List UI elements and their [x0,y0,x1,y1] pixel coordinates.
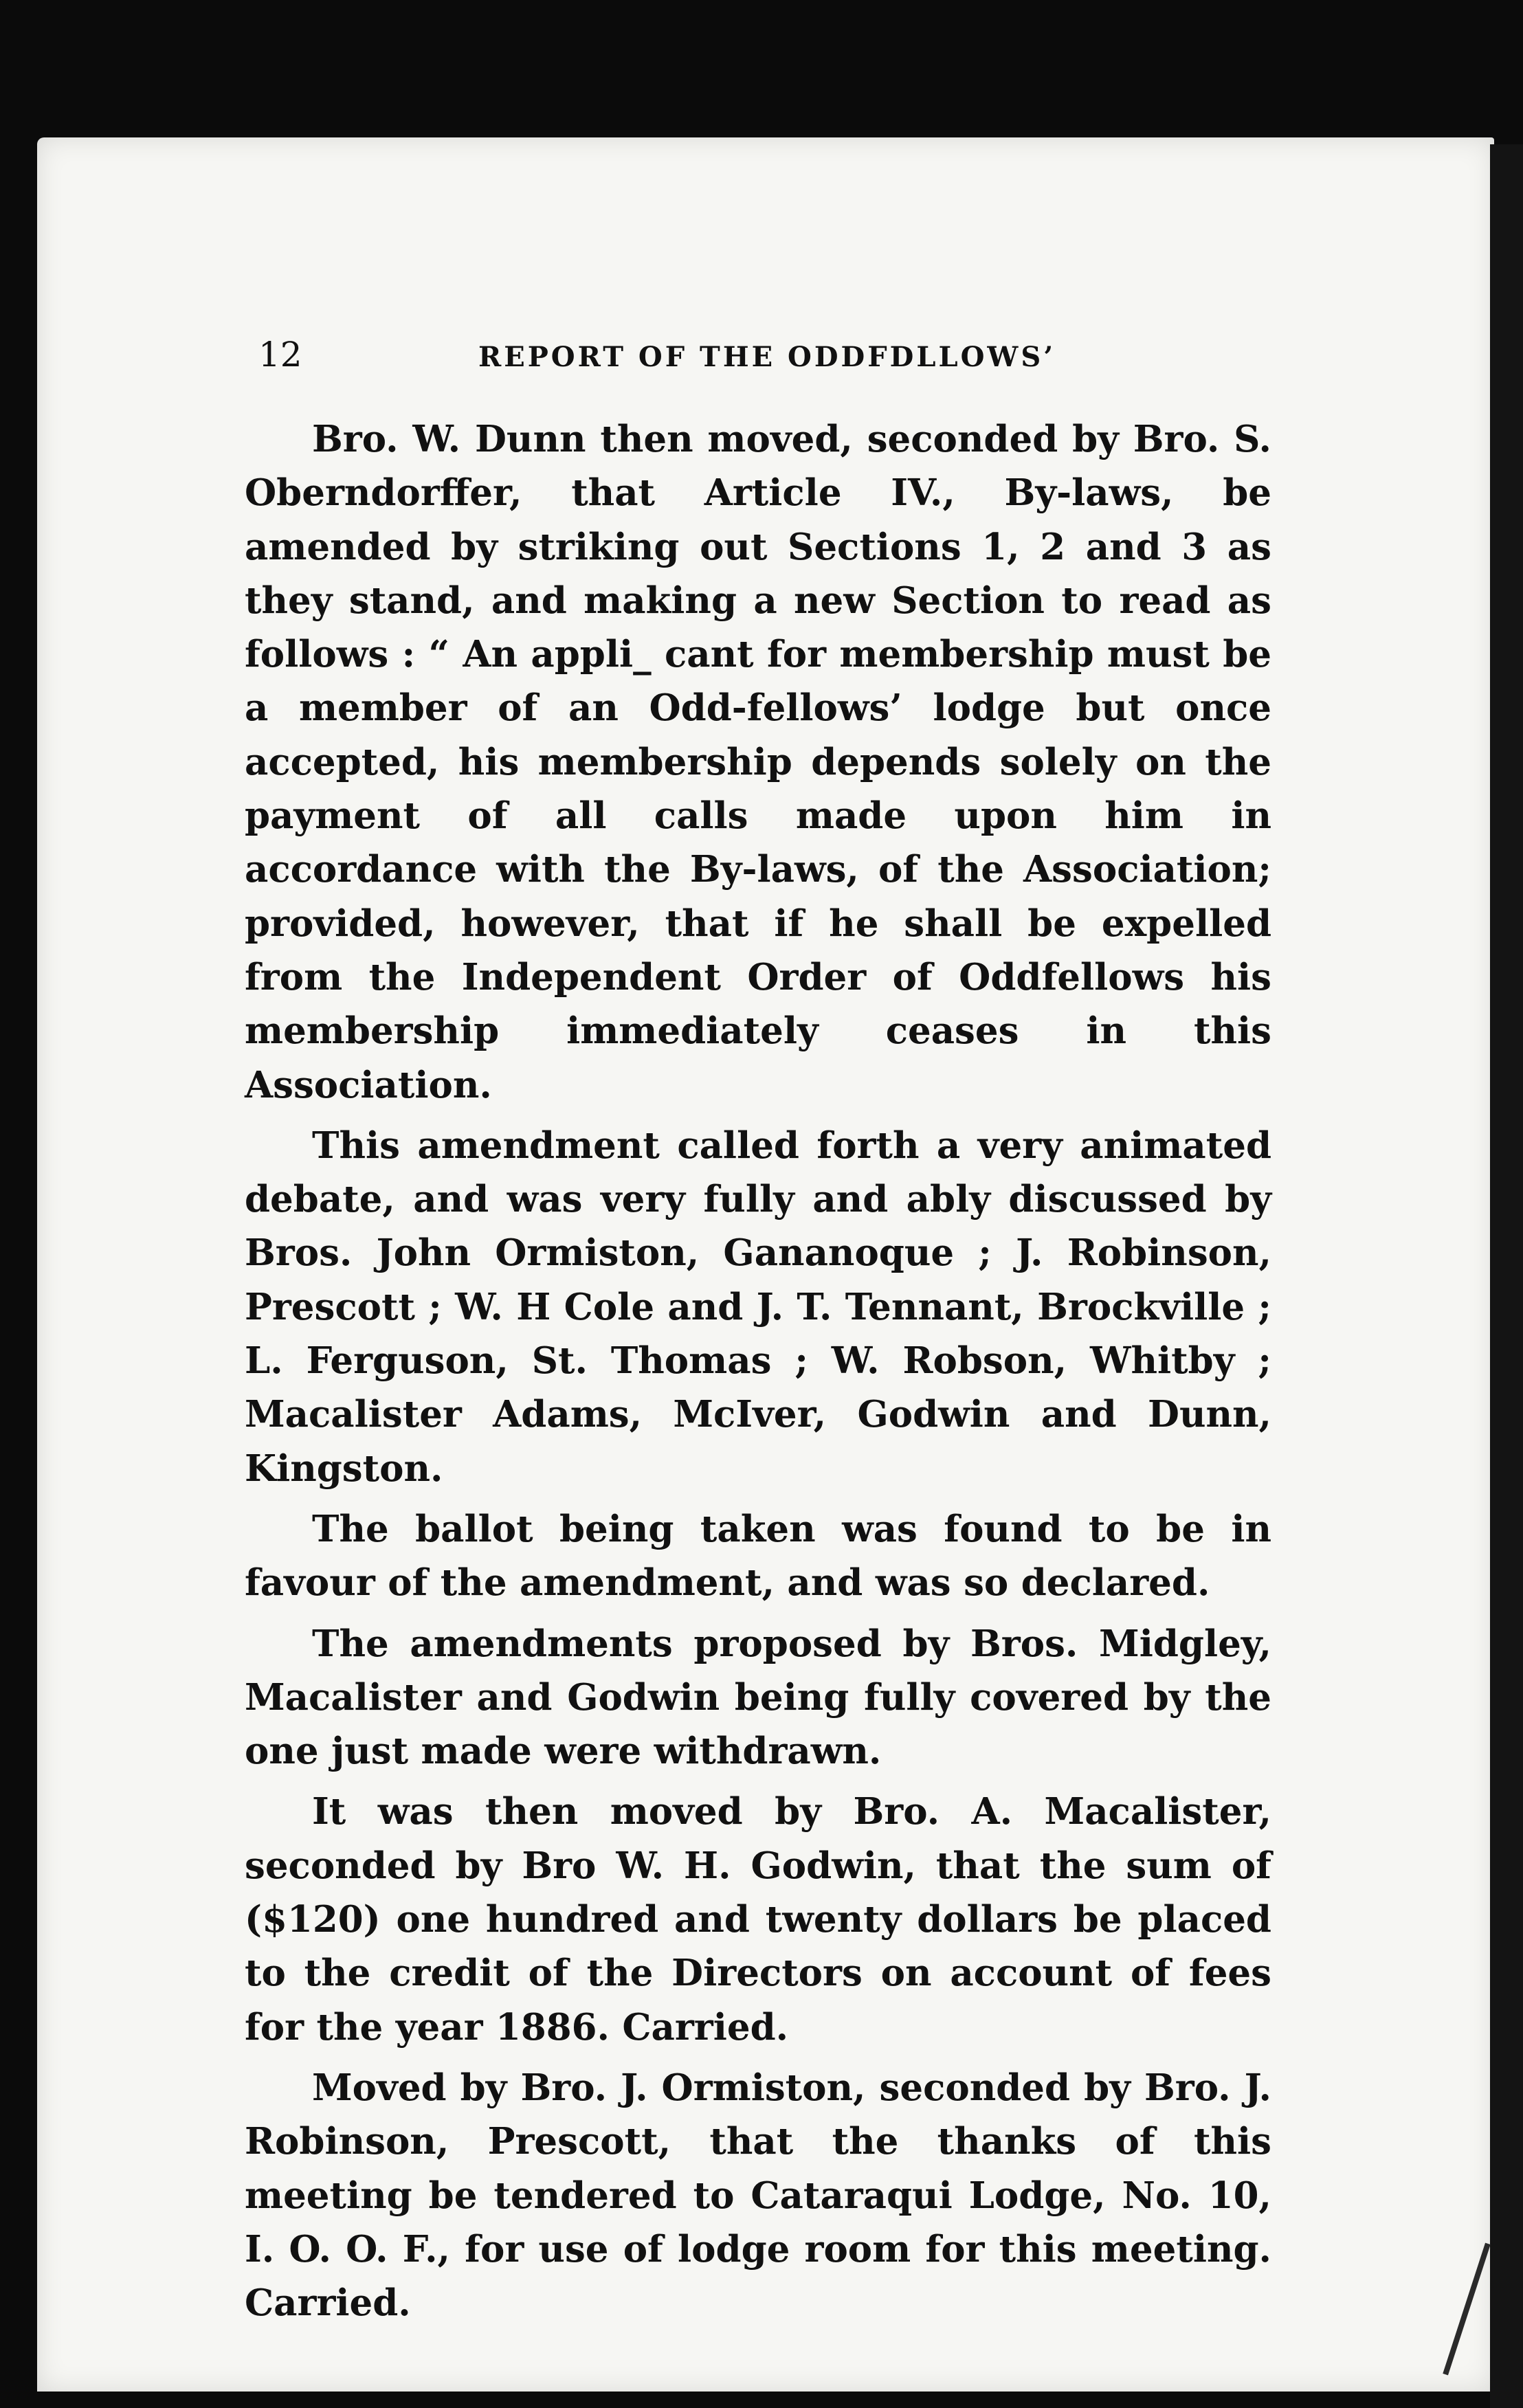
paragraph-thanks-motion: Moved by Bro. J. Ormiston, seconded by Bro. J. Robinson, Prescott, that the thanks of this meeting be tendered to Cataraqui Lodge, No. 10, I. O. O. F., for use of lodge room for this meeting. Carried. [245,2066,1271,2325]
paragraph-ballot: The ballot being taken was found to be in favour of the amendment, and was so declared. [245,1507,1271,1605]
paragraph-fees-motion: It was then moved by Bro. A. Macalister, seconded by Bro W. H. Godwin, that the sum of ($120) one hundred and twenty dollars be placed to the credit of the Directors on account of fees for the year 1886. Carried. [245,1790,1271,2049]
paragraph-withdrawn: The amendments proposed by Bros. Midgley, Macalister and Godwin being fully covered by the one just made were withdrawn. [245,1622,1271,1773]
page-edge-shadow [1490,144,1523,2408]
page-header [258,328,1269,383]
paragraph-debate: This amendment called forth a very animated debate, and was very fully and ably discussed by Bros. John Ormiston, Gananoque ; J. Robinson, Prescott ; W. H Cole and J. T. Tennant, Brockville ; L. Ferguson, St. Thomas ; W. Robson, Whitby ; Macalister Adams, McIver, Godwin and Dunn, Kingston. [245,1124,1271,1490]
page-number: 12 [258,335,302,375]
running-head: REPORT OF THE ODDFDLLOWS’ [478,341,1056,373]
paragraph-amendment-motion: Bro. W. Dunn then moved, seconded by Bro. S. Oberndorffer, that Article IV., By-laws, be amended by striking out Sections 1, 2 and 3 as they stand, and making a new Section to read as follows : “ An appli_ cant for membership must be a member of an Odd-fellows’ lodge but once accepted, his membership depends solely on the payment of all calls made upon him in accordance with the By-laws, of the Association; provided, however, that if he shall be expelled from the Independent Order of Oddfellows his membership immediately ceases in this Association. [245,418,1271,1106]
body-text [245,412,1271,2337]
